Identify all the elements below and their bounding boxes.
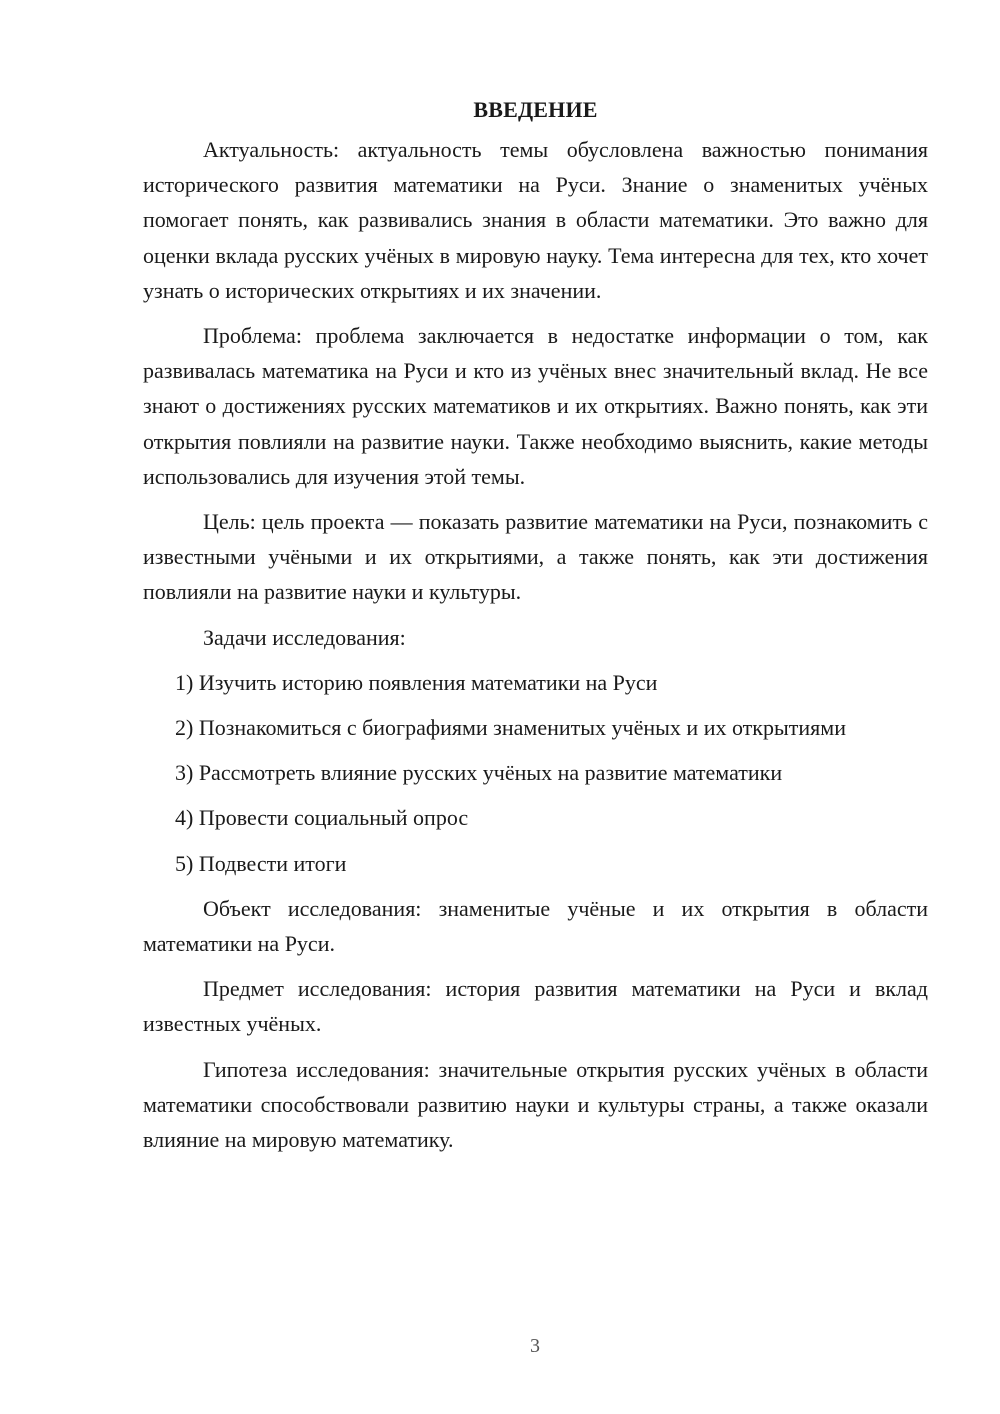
page-number: 3 [530,1335,540,1357]
task-item-4: 4) Провести социальный опрос [175,805,469,831]
task-item-5: 5) Подвести итоги [175,850,347,876]
paragraph-goal: Цель: цель проекта — показать развитие математики на Руси, познакомить с известными учёными и их открытиями, а также понять, как эти достижения повлияли на развитие науки и культуры. [143,509,928,605]
paragraph-subject: Предмет исследования: история развития математики на Руси и вклад известных учёных. [143,976,928,1037]
task-item-2: 2) Познакомиться с биографиями знаменитых учёных и их открытиями [175,715,846,741]
task-item-3: 3) Рассмотреть влияние русских учёных на развитие математики [175,760,783,786]
tasks-heading: Задачи исследования: [203,624,406,650]
paragraph-problem: Проблема: проблема заключается в недостатке информации о том, как развивалась математика на Руси и кто из учёных внес значительный вклад. Не все знают о достижениях русских математиков и их открытиях. Важно понять, как эти открытия повлияли на развитие науки. Также необходимо выяснить, какие методы использовались для изучения этой темы. [143,323,928,489]
paragraph-hypothesis: Гипотеза исследования: значительные открытия русских учёных в области математики способствовали развитию науки и культуры страны, а также оказали влияние на мировую математику. [143,1056,928,1153]
task-item-1: 1) Изучить историю появления математики на Руси [175,669,658,695]
paragraph-object: Объект исследования: знаменитые учёные и их открытия в области математики на Руси. [143,895,928,957]
section-title: ВВЕДЕНИЕ [473,97,598,122]
paragraph-relevance: Актуальность: актуальность темы обусловлена важностью понимания исторического развития математики на Руси. Знание о знаменитых учёных помогает понять, как развивались знания в области математики. Это важно для оценки вклада русских учёных в мировую науку. Тема интересна для тех, кто хочет узнать о исторических открытиях и их значении. [143,137,928,303]
document-page [143,92,928,1167]
